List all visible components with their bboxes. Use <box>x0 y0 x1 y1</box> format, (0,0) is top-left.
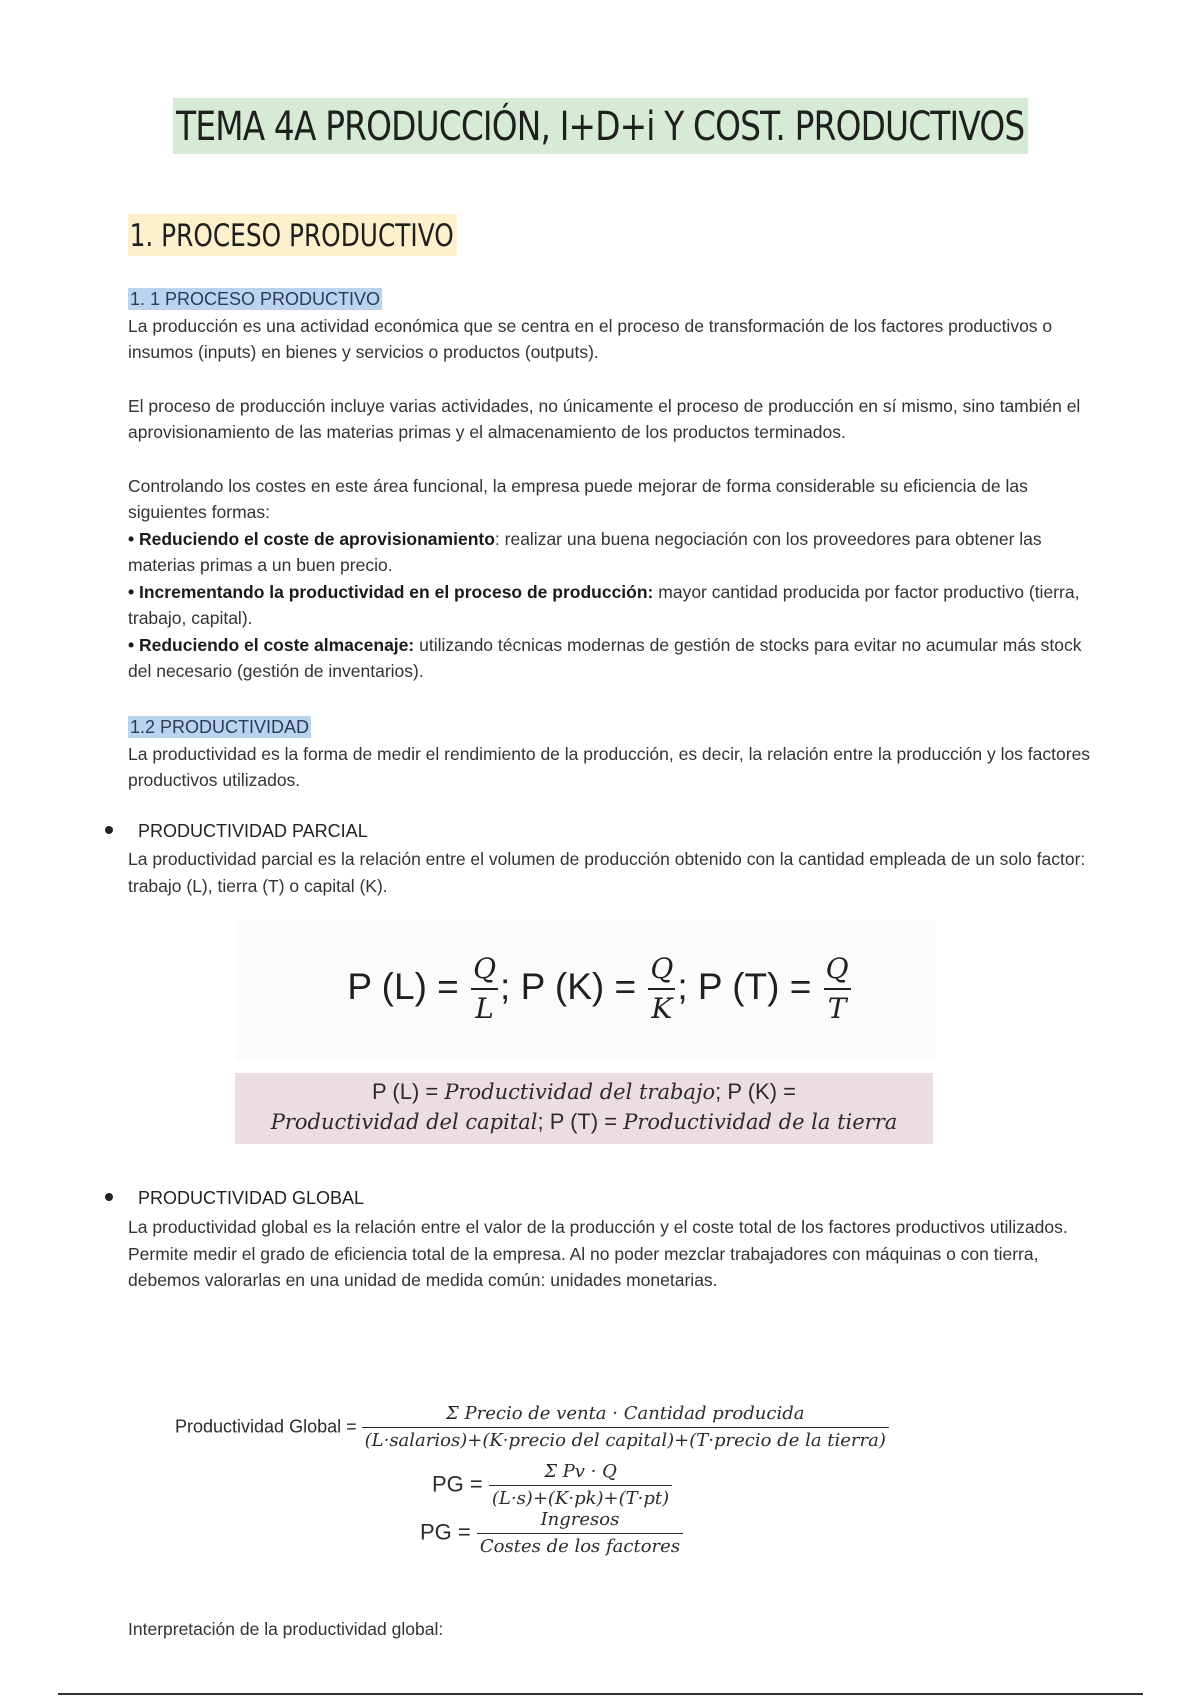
fraction-numerator: Q <box>648 950 675 990</box>
section-heading-proceso-productivo: 1. PROCESO PRODUCTIVO <box>128 214 457 256</box>
def-pt-text: Productividad de la tierra <box>623 1110 898 1134</box>
paragraph-produccion: La producción es una actividad económica que se centra en el proceso de transformación de los factores productivos o insumos (inputs) en bienes y servicios o productos (outputs). <box>128 315 1053 362</box>
bullet-title-text: PRODUCTIVIDAD PARCIAL <box>138 821 368 841</box>
paragraph-productividad: La productividad es la forma de medir el rendimiento de la producción, es decir, la relación entre la producción y los factores productivos utilizados. <box>128 743 1091 790</box>
page-bottom-rule <box>58 1693 1143 1695</box>
fraction-q-k <box>648 950 675 1028</box>
formula-pt-label: ; P (T) = <box>677 965 812 1007</box>
bullet-dot-icon <box>105 826 113 834</box>
def-pt-label: ; P (T) = <box>537 1109 624 1134</box>
list-item-text: utilizando técnicas modernas de gestión de stocks para evitar no acumular más stock del necesario (gestión de inventarios). <box>128 634 1082 681</box>
def-pl-text: Productividad del trabajo <box>444 1080 716 1104</box>
list-item-text: mayor cantidad producida por factor productivo (tierra, trabajo, capital). <box>128 581 1080 628</box>
fraction-numerator: Σ Pv · Q <box>489 1459 672 1486</box>
formula-global-1 <box>175 1401 889 1454</box>
formula-global-3 <box>420 1507 683 1560</box>
formula-pk-label: ; P (K) = <box>500 965 637 1007</box>
bullet-dot-icon <box>105 1193 113 1201</box>
formula-pl-label: P (L) = <box>347 965 459 1007</box>
def-pl-label: P (L) = <box>372 1079 445 1104</box>
subsection-1-2 <box>128 714 1103 794</box>
fraction-denominator: Costes de los factores <box>479 1536 681 1557</box>
subsection-1-1 <box>128 286 1103 685</box>
fraction-numerator: Σ Precio de venta · Cantidad producida <box>362 1401 889 1428</box>
fraction-denominator: T <box>827 992 847 1025</box>
subsection-heading-1-1: 1. 1 PROCESO PRODUCTIVO <box>130 289 381 309</box>
fraction-denominator: K <box>651 992 673 1025</box>
fraction-denominator: (L·s)+(K·pk)+(T·pt) <box>491 1488 670 1509</box>
formula-partial-productivity <box>0 950 1200 1028</box>
fraction-denominator: (L·salarios)+(K·precio del capital)+(T·precio de la tierra) <box>364 1430 886 1451</box>
fraction-numerator: Ingresos <box>477 1507 683 1534</box>
list-item-text: : realizar una buena negociación con los proveedores para obtener las materias primas a un buen precio. <box>128 528 1042 575</box>
formula-definitions <box>235 1073 933 1144</box>
list-item-bold: • Reduciendo el coste almacenaje: <box>128 634 415 655</box>
formula-label: Productividad Global = <box>175 1416 357 1437</box>
def-pk-label: ; P (K) = <box>715 1079 796 1104</box>
list-item-productividad <box>128 579 1103 632</box>
fraction-numerator: Q <box>824 950 851 990</box>
fraction-global-3 <box>477 1507 683 1560</box>
fraction-global-2 <box>489 1459 672 1512</box>
fraction-global-1 <box>362 1401 889 1454</box>
paragraph-global: La productividad global es la relación entre el valor de la producción y el coste total de los factores productivos utilizados. Permite medir el grado de eficiencia total de la empresa. Al no poder mezclar trabajadores con máquinas o con tierra, debemos valorarlas en una unidad de medida común: unidades monetarias. <box>128 1217 1068 1290</box>
formula-label: PG = <box>420 1519 471 1545</box>
formula-label: PG = <box>432 1471 483 1497</box>
page-title-wrapper <box>0 98 1200 154</box>
paragraph-parcial: La productividad parcial es la relación entre el volumen de producción obtenido con la cantidad empleada de un solo factor: trabajo (L), tierra (T) o capital (K). <box>128 849 1086 896</box>
interpretation-wrap <box>128 1616 1103 1643</box>
def-pk-text: Productividad del capital <box>270 1110 538 1134</box>
fraction-denominator: L <box>475 992 494 1025</box>
fraction-q-t <box>824 950 851 1028</box>
fraction-numerator: Q <box>471 950 498 990</box>
paragraph-global-wrap <box>128 1214 1103 1294</box>
formula-global-2 <box>432 1459 672 1512</box>
paragraph-proceso: El proceso de producción incluye varias actividades, no únicamente el proceso de producción en sí mismo, sino también el aprovisionamiento de las materias primas y el almacenamiento de los productos terminados. <box>128 395 1081 442</box>
page-title: TEMA 4A PRODUCCIÓN, I+D+i Y COST. PRODUCTIVOS <box>173 98 1028 154</box>
subsection-heading-1-2: 1.2 PRODUCTIVIDAD <box>130 717 310 737</box>
list-item-almacenaje <box>128 632 1103 685</box>
fraction-q-l <box>471 950 498 1028</box>
bullet-productividad-parcial <box>105 821 368 842</box>
list-item-bold: • Incrementando la productividad en el proceso de producción: <box>128 581 654 602</box>
paragraph-costes: Controlando los costes en este área funcional, la empresa puede mejorar de forma considerable su eficiencia de las siguientes formas: <box>128 475 1028 522</box>
bullet-productividad-global <box>105 1188 364 1209</box>
list-item-bold: • Reduciendo el coste de aprovisionamiento <box>128 528 495 549</box>
list-item-aprovisionamiento <box>128 526 1103 579</box>
paragraph-parcial-wrap <box>128 846 1103 899</box>
bullet-title-text: PRODUCTIVIDAD GLOBAL <box>138 1188 365 1208</box>
paragraph-interpretation: Interpretación de la productividad global: <box>128 1619 444 1639</box>
